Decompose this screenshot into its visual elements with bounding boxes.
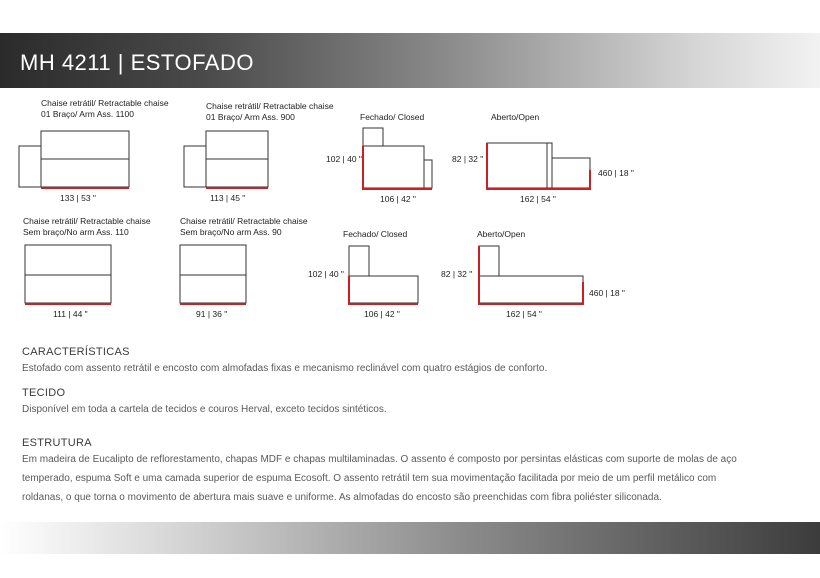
diagram-label: Aberto/Open — [477, 229, 526, 239]
dimension-marker — [363, 146, 432, 189]
height-dimension: 102 | 40 " — [308, 269, 344, 279]
width-dimension: 133 | 53 " — [60, 193, 96, 203]
sofa-side-open-2 — [479, 246, 583, 303]
diagram-label: Fechado/ Closed — [360, 112, 425, 122]
section-title: TECIDO — [22, 387, 66, 399]
width-dimension: 91 | 36 " — [196, 309, 228, 319]
dimension-marker — [479, 246, 583, 304]
diagram-label: Chaise retrátil/ Retractable chaise Sem braço/No arm Ass. 110 — [23, 216, 151, 237]
dimension-marker — [349, 276, 418, 304]
dimension-marker — [487, 143, 590, 189]
diagram-label: Chaise retrátil/ Retractable chaise 01 Braço/ Arm Ass. 1100 — [41, 98, 169, 119]
height-dimension: 102 | 40 " — [326, 154, 362, 164]
sofa-front-armless-90 — [180, 245, 246, 303]
sofa-front-armless-110 — [25, 245, 111, 303]
diagram-label: Fechado/ Closed — [343, 229, 408, 239]
width-dimension: 113 | 45 " — [210, 193, 246, 203]
section-body: Disponível em toda a cartela de tecidos e couros Herval, exceto tecidos sintéticos. — [22, 404, 387, 415]
section-body: Estofado com assento retrátil e encosto com almofadas fixas e mecanismo reclinável com quatro estágios de conforto. — [22, 363, 548, 374]
depth-dimension: 460 | 18 " — [589, 288, 625, 298]
width-dimension: 111 | 44 " — [53, 309, 88, 319]
section-title: CARACTERÍSTICAS — [22, 346, 130, 358]
width-dimension: 162 | 54 " — [520, 194, 556, 204]
section-body: Em madeira de Eucalipto de reflorestamento, chapas MDF e chapas multilaminadas. O assento é composto por persintas elásticas com suporte de molas de aço temperado, espuma Soft e uma camada superior de espuma Ecosoft. O assento retrátil tem sua movimentação facilitada por meio de um perfil metálico com roldanas, o que torna o movimento de abertura mais suave e uniforme. As almofadas do encosto são preenchidas com fibra poliéster siliconada. — [22, 454, 737, 503]
sofa-side-open-1 — [487, 143, 590, 188]
section-title: ESTRUTURA — [22, 437, 92, 449]
section-caracteristicas — [22, 346, 737, 378]
section-tecido — [22, 387, 737, 419]
page-title: MH 4211 | ESTOFADO — [20, 50, 254, 75]
diagram-label: Chaise retrátil/ Retractable chaise 01 Braço/ Arm Ass. 900 — [206, 101, 334, 122]
width-dimension: 162 | 54 " — [506, 309, 542, 319]
diagram-label: Aberto/Open — [491, 112, 540, 122]
width-dimension: 106 | 42 " — [380, 194, 416, 204]
section-estrutura — [22, 437, 737, 507]
height-dimension: 82 | 32 " — [441, 269, 473, 279]
depth-dimension: 460 | 18 " — [598, 168, 634, 178]
sofa-side-closed-2 — [349, 246, 418, 303]
diagram-label: Chaise retrátil/ Retractable chaise Sem braço/No arm Ass. 90 — [180, 216, 308, 237]
width-dimension: 106 | 42 " — [364, 309, 400, 319]
sofa-front-arm-1100 — [19, 131, 129, 187]
sofa-side-closed-1 — [363, 128, 432, 188]
height-dimension: 82 | 32 " — [452, 154, 484, 164]
footer-bar — [0, 522, 820, 554]
sofa-front-arm-900 — [184, 131, 268, 187]
